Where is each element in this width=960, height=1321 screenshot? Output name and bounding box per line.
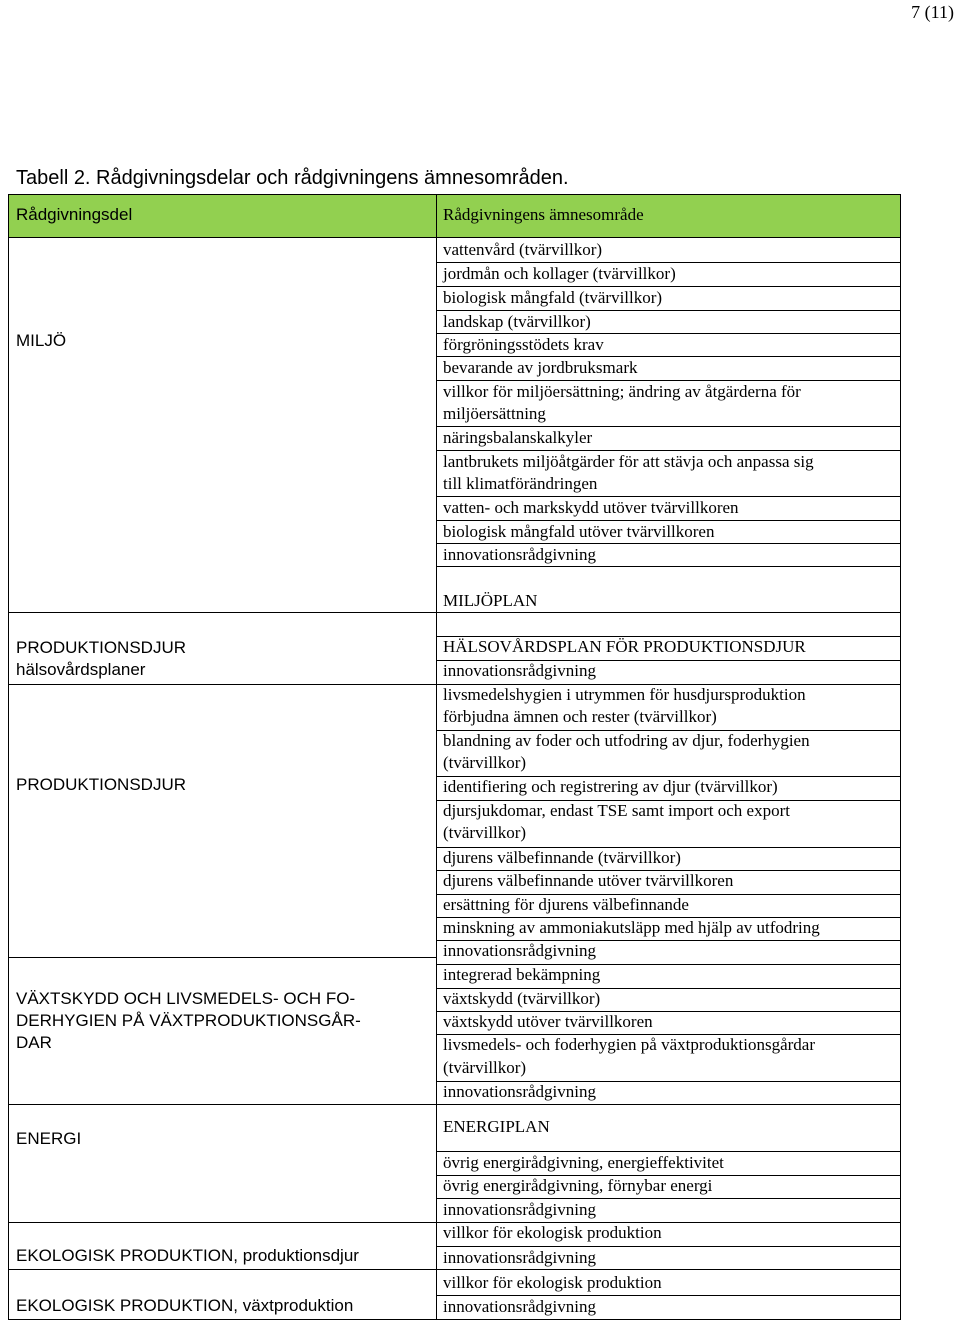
row-sep	[436, 1104, 901, 1105]
area-item: växtskydd utöver tvärvillkoren	[443, 1012, 653, 1031]
area-item: djurens välbefinnande utöver tvärvillkoren	[443, 871, 734, 890]
header-area: Rådgivningens ämnesområde	[443, 205, 644, 224]
area-item: villkor för ekologisk produktion	[443, 1273, 662, 1292]
area-item: livsmedels- och foderhygien på växtproduktionsgårdar	[443, 1035, 816, 1054]
border-top	[8, 194, 901, 195]
border-left	[8, 194, 9, 1320]
header-part: Rådgivningsdel	[16, 205, 133, 224]
border-left-2	[8, 957, 436, 958]
border-miljo	[8, 612, 901, 613]
part-eko-vaxt: EKOLOGISK PRODUKTION, växtproduktion	[16, 1296, 354, 1315]
area-item: (tvärvillkor)	[443, 1058, 527, 1077]
area-item: (tvärvillkor)	[443, 823, 527, 842]
area-item: innovationsrådgivning	[443, 1082, 596, 1101]
area-plan-miljo: MILJÖPLAN	[443, 591, 538, 610]
area-item: vattenvård (tvärvillkor)	[443, 240, 603, 259]
area-item: djursjukdomar, endast TSE samt import och export	[443, 801, 790, 820]
area-item: ersättning för djurens välbefinnande	[443, 895, 689, 914]
part-vaxtskydd	[8, 988, 361, 1054]
part-produktionsdjur-halsovard-line1: PRODUKTIONSDJUR	[16, 638, 187, 657]
border-left-5	[8, 1269, 436, 1270]
part-produktionsdjur-halsovard-line2: hälsovårdsplaner	[16, 660, 146, 679]
area-item: innovationsrådgivning	[443, 545, 596, 564]
border-left-1	[8, 684, 436, 685]
part-vaxtskydd-line1: VÄXTSKYDD OCH LIVSMEDELS- OCH FO-	[16, 989, 356, 1008]
area-item: innovationsrådgivning	[443, 941, 596, 960]
row-sep	[436, 566, 901, 567]
area-item: näringsbalanskalkyler	[443, 428, 593, 447]
area-item: (tvärvillkor)	[443, 753, 527, 772]
area-item: villkor för miljöersättning; ändring av åtgärderna för	[443, 382, 801, 401]
area-item: blandning av foder och utfodring av djur, foderhygien	[443, 731, 810, 750]
page-number: 7 (11)	[911, 2, 954, 22]
area-item: förgröningsstödets krav	[443, 335, 604, 354]
area-item: lantbrukets miljöåtgärder för att stävja och anpassa sig	[443, 452, 814, 471]
area-item: förbjudna ämnen och rester (tvärvillkor)	[443, 707, 717, 726]
part-produktionsdjur-halsovard	[8, 637, 186, 681]
area-item: miljöersättning	[443, 404, 546, 423]
area-item: innovationsrådgivning	[443, 1297, 596, 1316]
part-eko-djur: EKOLOGISK PRODUKTION, produktionsdjur	[16, 1246, 359, 1265]
area-item: biologisk mångfald (tvärvillkor)	[443, 288, 663, 307]
area-item: innovationsrådgivning	[443, 661, 596, 680]
area-item: biologisk mångfald utöver tvärvillkoren	[443, 522, 715, 541]
border-header	[8, 237, 901, 238]
area-plan-halsovard: HÄLSOVÅRDSPLAN FÖR PRODUKTIONSDJUR	[443, 637, 806, 656]
area-item: landskap (tvärvillkor)	[443, 312, 591, 331]
area-item: identifiering och registrering av djur (tvärvillkor)	[443, 777, 778, 796]
area-item: livsmedelshygien i utrymmen för husdjursproduktion	[443, 685, 806, 704]
area-item: växtskydd (tvärvillkor)	[443, 989, 601, 1008]
part-vaxtskydd-line3: DAR	[16, 1033, 52, 1052]
table-caption: Tabell 2. Rådgivningsdelar och rådgivningens ämnesområden.	[16, 167, 569, 189]
area-item: integrerad bekämpning	[443, 965, 601, 984]
border-bottom	[8, 1319, 901, 1320]
border-left-4	[8, 1222, 436, 1223]
part-miljo: MILJÖ	[16, 331, 67, 350]
area-item: övrig energirådgivning, förnybar energi	[443, 1176, 713, 1195]
part-vaxtskydd-line2: DERHYGIEN PÅ VÄXTPRODUKTIONSGÅR-	[16, 1011, 361, 1030]
advisory-table	[8, 194, 901, 1320]
border-left-3	[8, 1104, 436, 1105]
area-item: innovationsrådgivning	[443, 1248, 596, 1267]
area-item: till klimatförändringen	[443, 474, 598, 493]
part-energi: ENERGI	[16, 1129, 82, 1148]
area-item: villkor för ekologisk produktion	[443, 1223, 662, 1242]
area-item: vatten- och markskydd utöver tvärvillkoren	[443, 498, 739, 517]
area-item: jordmån och kollager (tvärvillkor)	[443, 264, 676, 283]
area-item: minskning av ammoniakutsläpp med hjälp av utfodring	[443, 918, 820, 937]
area-item: innovationsrådgivning	[443, 1200, 596, 1219]
area-item: övrig energirådgivning, energieffektivitet	[443, 1153, 724, 1172]
part-produktionsdjur: PRODUKTIONSDJUR	[16, 775, 187, 794]
area-item: bevarande av jordbruksmark	[443, 358, 638, 377]
row-sep	[436, 1269, 901, 1270]
area-item: djurens välbefinnande (tvärvillkor)	[443, 848, 681, 867]
area-plan-energi: ENERGIPLAN	[443, 1117, 550, 1136]
